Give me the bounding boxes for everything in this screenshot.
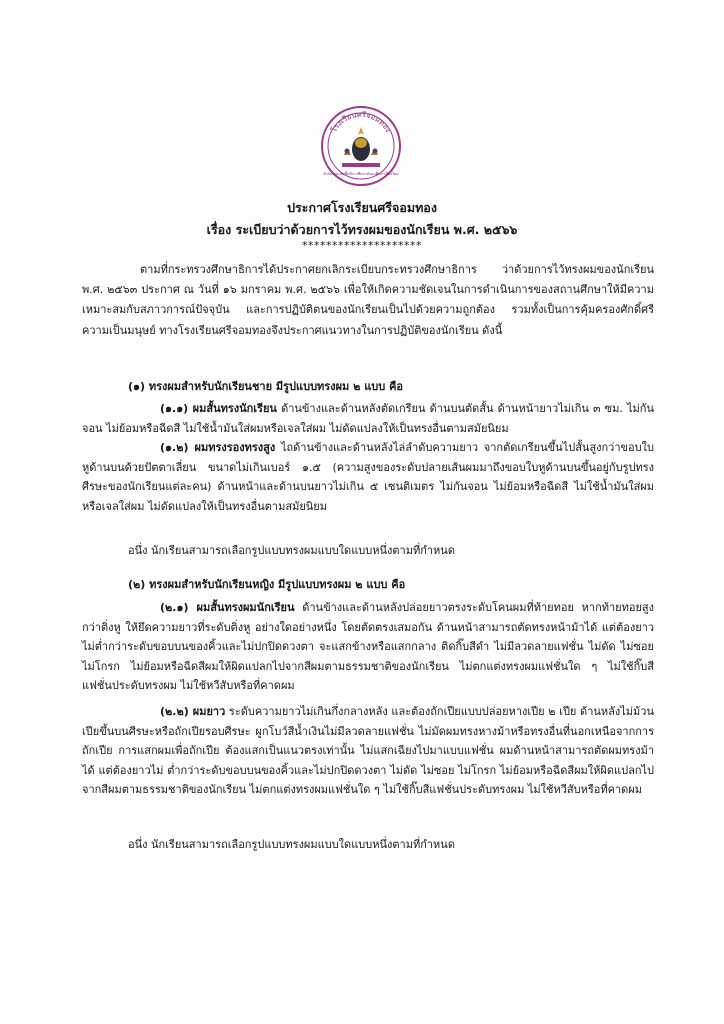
separator: ******************** [302, 239, 422, 252]
section2-heading: (๒) ทรงผมสำหรับนักเรียนหญิง มีรูปแบบทรงผม ๒ แบบ คือ [128, 578, 406, 591]
item-label: (๑.๒) ผมทรงรองทรงสูง [160, 441, 276, 454]
logo-arc-text: โรงเรียนศรีจอมทอง [329, 109, 393, 134]
item-text: ด้านข้างและด้านหลังปล่อยยาวตรงระดับโคนผมที่ท้ายทอย หากท้ายทอยสูงกว่าติ่งหู ให้ยึดความยาวที่ระดับติ่งหู อย่างใดอย่างหนึ่ง โดยตัดตรงเสมอกัน ด้านหน้าสามารถตัดทรงหน้าม้าได้ แต่ต้องยาวไม่ต่ำกว่าระดับขอบบนของคิ้วและไม่ปกปิดดวงตา จะแสกข้างหรือแสกกลาง ติดกิ๊บสีดำ ไม่มีลวดลายแฟชั่น ไม่ดัด ไม่ซอย ไม่โกรก ไม่ย้อมหรือฉีดสีผมให้ผิดแปลกไปจากสีผมตามธรรมชาติของนักเรียน ไม่ตกแต่งทรงผมแฟชั่นใด ๆ ไม่ใช้กิ๊บสีแฟชั่นประดับทรงผม ไม่ใช้หวีสับหรือที่คาดผม [82, 601, 654, 693]
announcement-title: ประกาศโรงเรียนศรีจอมทอง [287, 200, 437, 215]
item-label: (๑.๑) ผมสั้นทรงนักเรียน [160, 402, 277, 415]
item-text: ไถด้านข้างและด้านหลังไล่ลำดับความยาว จากตัดเกรียนขึ้นไปสั้นสูงกว่าขอบใบหูด้านบนด้วยปัตตาเลี่ยน ขนาดไม่เกินเบอร์ ๑.๕ (ความสูงของระดับปลายเส้นผมมาถึงขอบใบหูด้านบนขึ้นอยู่กับรูปทรงศีรษะของนักเรียนแต่ละคน) ด้านหน้าและด้านบนยาวไม่เกิน ๕ เซนติเมตร ไม่กันจอน ไม่ย้อมหรือฉีดสี ไม่ใช้น้ำมันใส่ผม หรือเจลใส่ผม ไม่ดัดแปลงให้เป็นทรงอื่นตามสมัยนิยม [82, 441, 654, 513]
school-logo [320, 105, 402, 187]
section1-heading: (๑) ทรงผมสำหรับนักเรียนชาย มีรูปแบบทรงผม ๒ แบบ คือ [128, 380, 404, 393]
section2-item1 [82, 598, 654, 696]
item-label: (๒.๑) ผมสั้นทรงผมนักเรียน [160, 601, 295, 614]
section2-note: อนึ่ง นักเรียนสามารถเลือกรูปแบบทรงผมแบบใดแบบหนึ่งตามที่กำหนด [128, 838, 455, 851]
announcement-subject: เรื่อง ระเบียบว่าด้วยการไว้ทรงผมของนักเรียน พ.ศ. ๒๕๖๖ [206, 222, 518, 237]
item-text: ด้านข้างและด้านหลังตัดเกรียน ด้านบนตัดสั้น ด้านหน้ายาวไม่เกิน ๓ ซม. ไม่กันจอน ไม่ย้อมหรือฉีดสี ไม่ใช้น้ำมันใส่ผมหรือเจลใส่ผม ไม่ดัดแปลงให้เป็นทรงอื่นตามสมัยนิยม [82, 402, 654, 435]
section1-item2 [82, 438, 654, 516]
logo-bottom-text: สำนักงานเขตพื้นที่การศึกษามัธยมศึกษาเชียงใหม่ [323, 172, 399, 176]
intro-paragraph: ตามที่กระทรวงศึกษาธิการได้ประกาศยกเลิกระเบียบกระทรวงศึกษาธิการ ว่าด้วยการไว้ทรงผมของนักเรียน พ.ศ. ๒๕๖๓ ประกาศ ณ วันที่ ๑๖ มกราคม พ.ศ. ๒๕๖๖ เพื่อให้เกิดความชัดเจนในการดำเนินการของสถานศึกษาให้มีความเหมาะสมกับสภาวการณ์ปัจจุบัน และการปฏิบัติตนของนักเรียนเป็นไปด้วยความถูกต้อง รวมทั้งเป็นการคุ้มครองศักดิ์ศรีความเป็นมนุษย์ ทางโรงเรียนศรีจอมทองจึงประกาศแนวทางในการปฏิบัติของนักเรียน ดังนี้ [82, 263, 654, 337]
section1-note: อนึ่ง นักเรียนสามารถเลือกรูปแบบทรงผมแบบใดแบบหนึ่งตามที่กำหนด [128, 544, 455, 557]
item-text: ระดับความยาวไม่เกินกึ่งกลางหลัง และต้องถักเปียแบบปล่อยหางเปีย ๒ เปีย ด้านหลังไม่ม้วนเปียขึ้นบนศีรษะหรือถักเปียรอบศีรษะ ผูกโบว์สีน้ำเงินไม่มีลวดลายแฟชั่น ไม่มัดผมทรงหางม้าหรือทรงอื่นที่นอกเหนือจากการถักเปีย การแสกผมเพื่อถักเปีย ต้องแสกเป็นแนวตรงเท่านั้น ไม่แสกเฉียงไปมาแบบแฟชั่น ผมด้านหน้าสามารถตัดผมทรงม้าได้ แต่ต้องยาวไม่ ต่ำกว่าระดับขอบบนของคิ้วและไม่ปกปิดดวงตา ไม่ดัด ไม่ซอย ไม่โกรก ไม่ย้อมหรือฉีดสีผมให้ผิดแปลกไปจากสีผมตามธรรมชาติของนักเรียน ไม่ตกแต่งทรงผมแฟชั่นใด ๆ ไม่ใช้กิ๊บสีแฟชั่นประดับทรงผม ไม่ใช้หวีสับหรือที่คาดผม [82, 705, 654, 797]
item-label: (๒.๒) ผมยาว [160, 705, 226, 718]
section2-item2 [82, 702, 654, 800]
section1-item1 [82, 399, 654, 438]
